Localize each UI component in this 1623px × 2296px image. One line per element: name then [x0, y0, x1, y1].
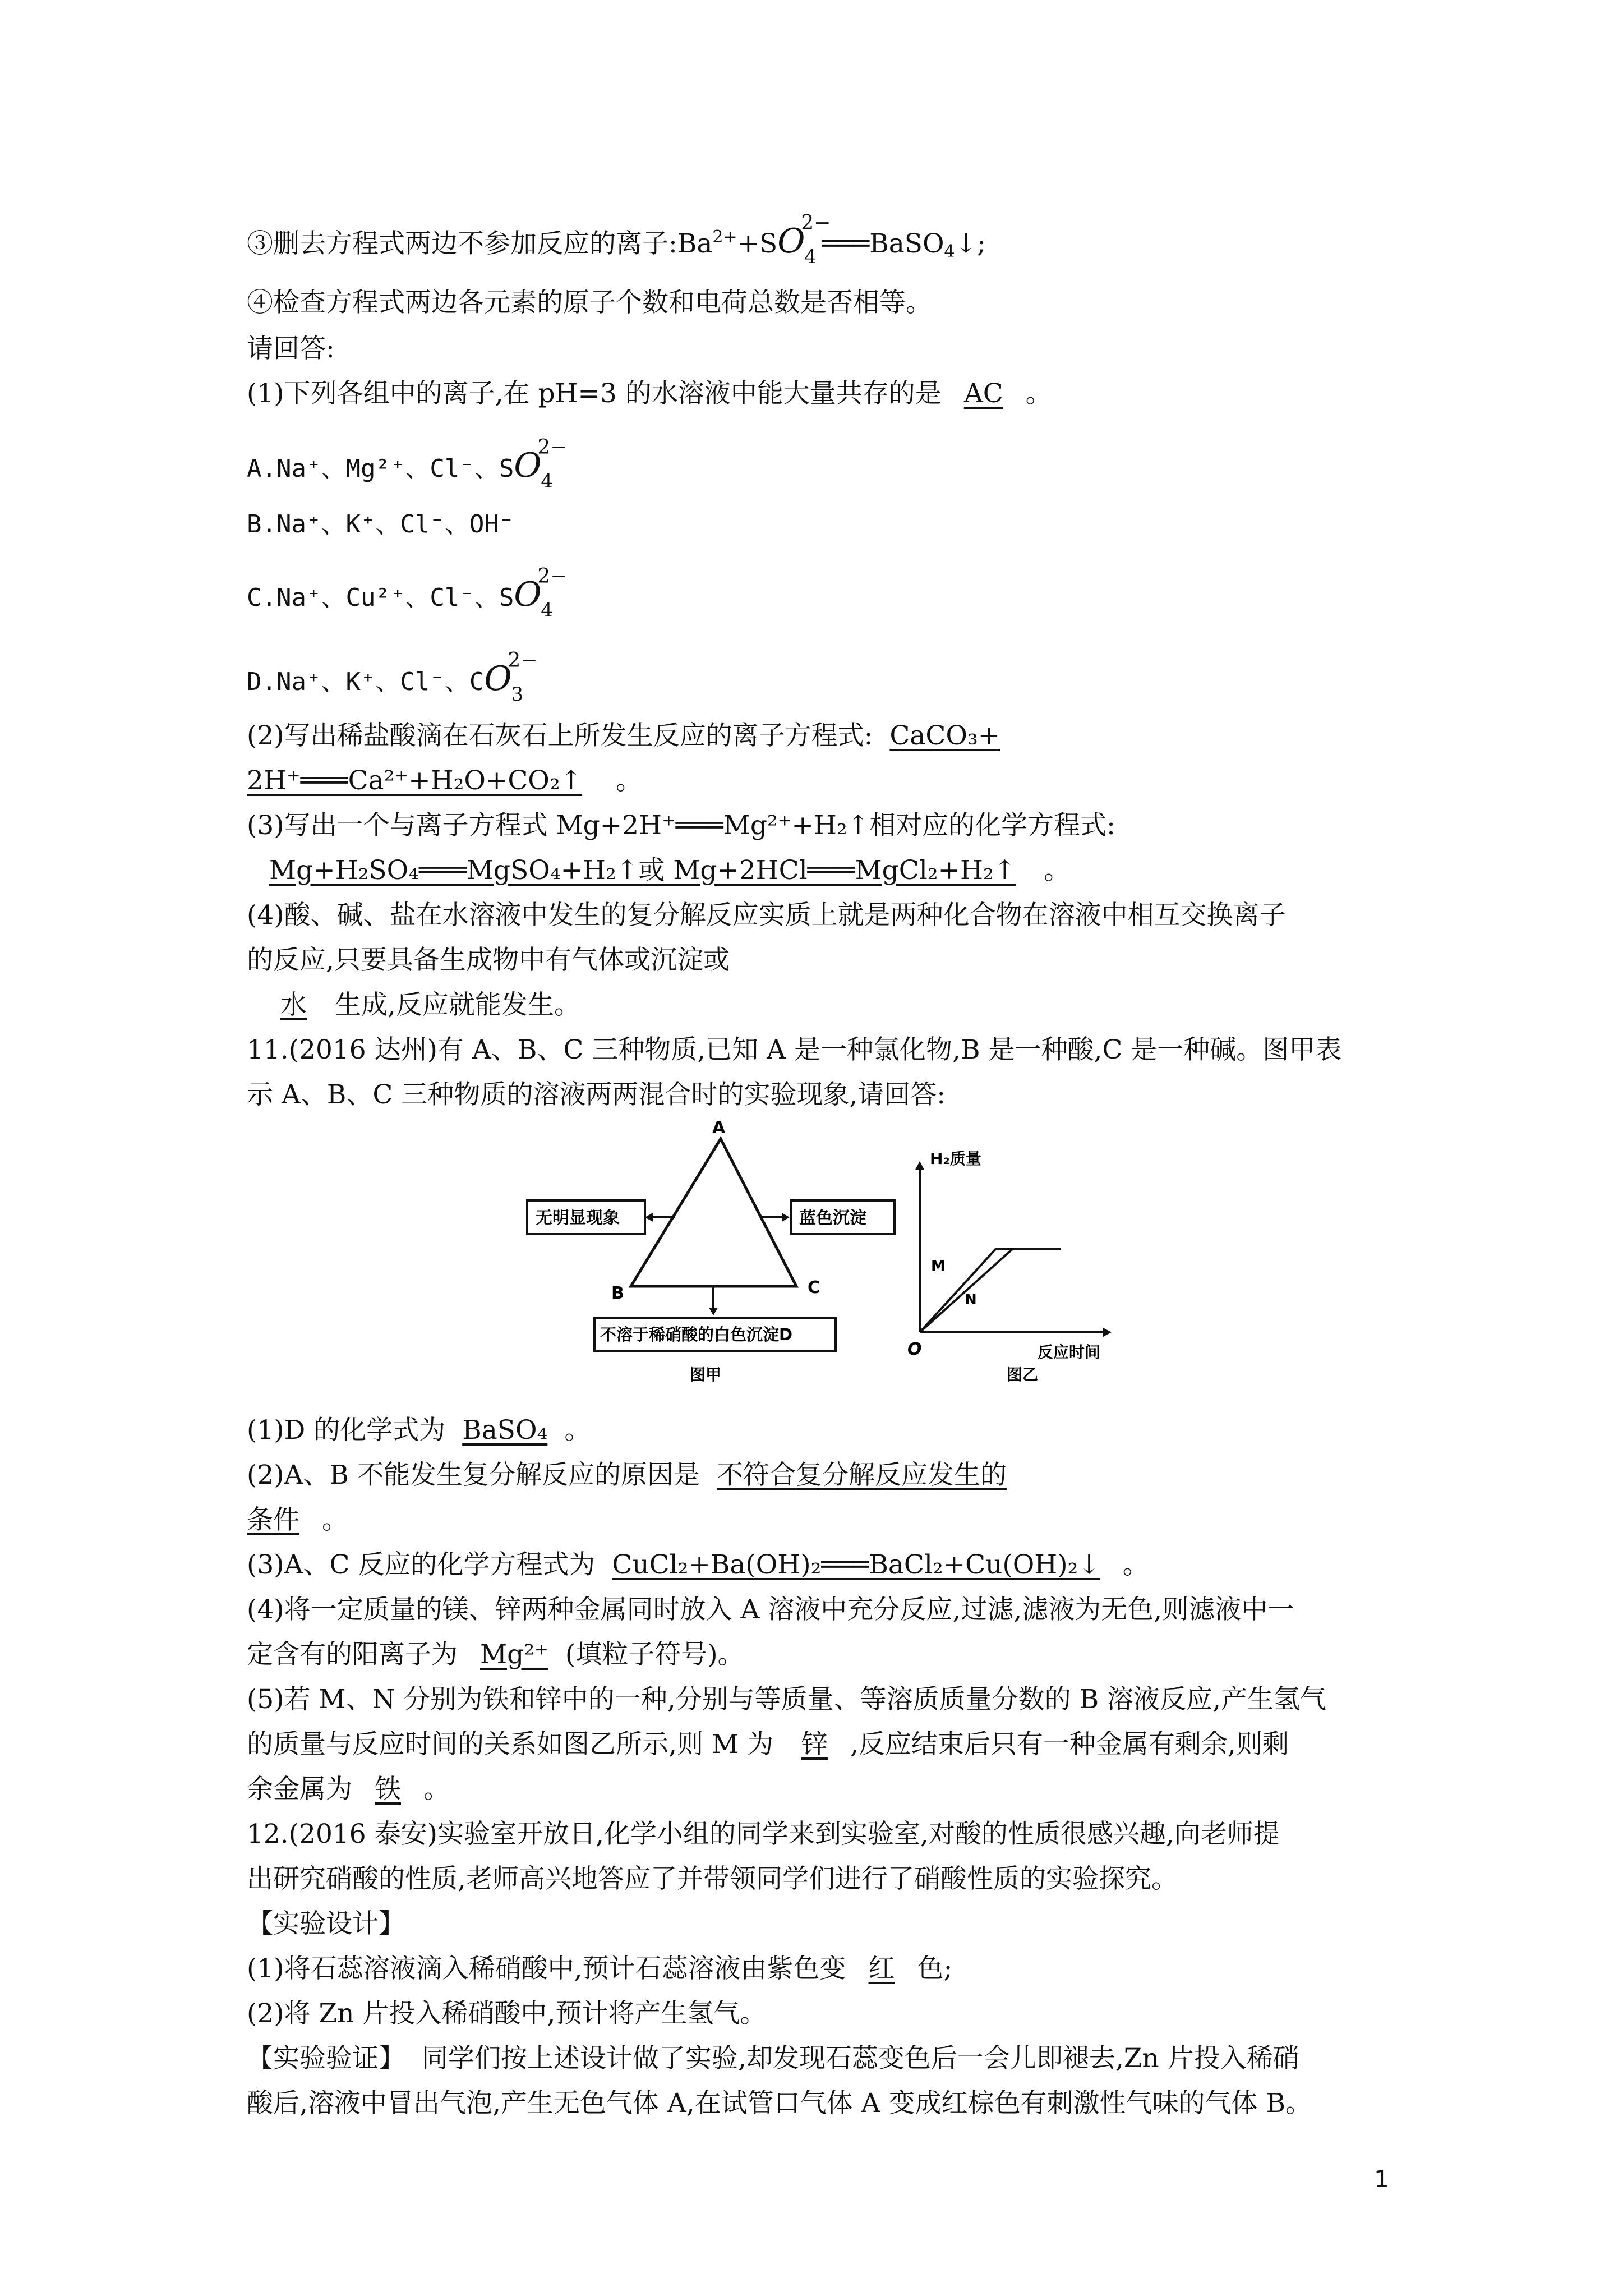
- question-3-answer: Mg+H₂SO₄═══MgSO₄+H₂↑或 Mg+2HCl═══MgCl₂+H₂↑: [269, 855, 1016, 886]
- option-b: [247, 508, 1396, 541]
- answer-2-line-2: [247, 1503, 1396, 1537]
- answer-3-text: (3)A、C 反应的化学方程式为: [247, 1549, 596, 1580]
- design-2-text: (2)将 Zn 片投入稀硝酸中,预计将产生氢气。: [247, 1998, 767, 2029]
- question-3-text: (3)写出一个与离子方程式 Mg+2H⁺═══Mg²⁺+H₂↑相对应的化学方程式:: [247, 810, 1115, 841]
- option-c-ion-sub: 4: [541, 599, 554, 622]
- ba-charge: 2+: [712, 227, 737, 247]
- problem-12-text-2: 出研究硝酸的性质,老师高兴地答应了并带领同学们进行了硝酸性质的实验探究。: [247, 1864, 1178, 1894]
- question-4-text-2: 的反应,只要具备生成物中有气体或沉淀或: [247, 945, 730, 976]
- ion-sub: 4: [804, 246, 817, 268]
- equals-sign: ═══: [822, 228, 870, 259]
- option-a-ion-charge: 2−: [537, 436, 568, 459]
- figure-jia: [505, 1108, 897, 1400]
- option-c-ion: [514, 565, 568, 622]
- problem-11-line: [247, 1033, 1396, 1067]
- design-1-answer: 红: [868, 1953, 895, 1984]
- step-3-line: [247, 211, 1396, 268]
- vertex-c: C: [808, 1278, 820, 1297]
- design-1-text: (1)将石蕊溶液滴入稀硝酸中,预计石蕊溶液由紫色变: [247, 1953, 846, 1984]
- question-1-text: (1)下列各组中的离子,在 pH=3 的水溶液中能大量共存的是: [247, 378, 942, 409]
- option-d-ion-charge: 2−: [508, 649, 538, 672]
- question-4-line-2: [247, 944, 1396, 977]
- question-2-text: (2)写出稀盐酸滴在石灰石上所发生反应的离子方程式:: [247, 720, 873, 751]
- answer-2-value-1: 不符合复分解反应发生的: [717, 1460, 1007, 1490]
- question-4-answer: 水: [280, 990, 307, 1020]
- figure-jia-caption: 图甲: [690, 1365, 722, 1384]
- answer-5-line-3: [247, 1773, 1396, 1806]
- y-axis-label: H₂质量: [930, 1149, 981, 1168]
- verify-line-2: [247, 2087, 1396, 2120]
- answer-4-text-1: (4)将一定质量的镁、锌两种金属同时放入 A 溶液中充分反应,过滤,滤液为无色,则滤液中一: [247, 1594, 1294, 1625]
- baso4: BaSO: [869, 228, 944, 259]
- question-4-text-3: 生成,反应就能发生。: [335, 990, 580, 1020]
- answer-5-line-2: [247, 1728, 1396, 1761]
- page-number: 1: [1374, 2165, 1389, 2193]
- option-d-ion: [484, 649, 538, 706]
- vertex-b: B: [611, 1283, 624, 1303]
- option-a-ion-sub: 4: [541, 470, 554, 493]
- answer-2-end: 。: [322, 1504, 348, 1535]
- figure-yi: [897, 1108, 1133, 1400]
- option-c-ion-o: O: [514, 575, 542, 614]
- answer-5-line: [247, 1683, 1396, 1717]
- y-axis-head: [915, 1161, 924, 1170]
- option-d-ion-o: O: [484, 659, 512, 698]
- problem-11-text-2: 示 A、B、C 三种物质的溶液两两混合时的实验现象,请回答:: [247, 1079, 946, 1110]
- baso4-sub: 4: [944, 242, 955, 261]
- option-c: [247, 565, 1396, 622]
- step-4-text: ④检查方程式两边各元素的原子个数和电荷总数是否相等。: [247, 287, 932, 318]
- answer-5-text-2: 的质量与反应时间的关系如图乙所示,则 M 为: [247, 1729, 773, 1760]
- box-white-precipitate-text: 不溶于稀硝酸的白色沉淀D: [600, 1325, 793, 1344]
- option-d-ion-sub: 3: [511, 683, 524, 706]
- question-4-line-3: [247, 988, 1396, 1022]
- answer-4-line-2: [247, 1638, 1396, 1672]
- design-title-line: [247, 1907, 1396, 1941]
- design-2-line: [247, 1997, 1396, 2031]
- option-a: [247, 436, 1396, 493]
- option-c-ion-charge: 2−: [537, 565, 568, 588]
- ion-charge: 2−: [801, 211, 831, 234]
- answer-3-line: [247, 1548, 1396, 1582]
- arrow-left-head: [645, 1213, 653, 1222]
- answer-1-end: 。: [564, 1415, 591, 1446]
- question-3-line: [247, 809, 1396, 843]
- triangle: [631, 1139, 796, 1286]
- option-c-text: C.Na⁺、Cu²⁺、Cl⁻、S: [247, 583, 514, 612]
- step-3-end: ↓;: [955, 228, 986, 259]
- option-a-ion-o: O: [514, 446, 542, 485]
- problem-12-line: [247, 1818, 1396, 1851]
- box-no-phenomenon-text: 无明显现象: [536, 1208, 620, 1228]
- answer-5-text-1: (5)若 M、N 分别为铁和锌中的一种,分别与等质量、等溶质质量分数的 B 溶液反应,产生氢气: [247, 1684, 1327, 1715]
- question-4-text-1: (4)酸、碱、盐在水溶液中发生的复分解反应实质上就是两种化合物在溶液中相互交换离子: [247, 900, 1286, 931]
- answer-2-value-2: 条件: [247, 1504, 299, 1535]
- verify-line: [247, 2042, 1396, 2076]
- answer-1-text: (1)D 的化学式为: [247, 1415, 446, 1446]
- problem-11-line-2: [247, 1078, 1396, 1112]
- answer-5-text-3: ,反应结束后只有一种金属有剩余,则剩: [850, 1729, 1289, 1760]
- option-a-text: A.Na⁺、Mg²⁺、Cl⁻、S: [247, 454, 514, 483]
- curve-m-label: M: [931, 1258, 946, 1274]
- question-4-line: [247, 899, 1396, 932]
- question-1-line: [247, 377, 1396, 411]
- problem-12-line-2: [247, 1862, 1396, 1896]
- answer-5-value-1: 锌: [801, 1729, 828, 1760]
- option-a-ion: [514, 436, 568, 493]
- answer-3-end: 。: [1122, 1549, 1149, 1580]
- verify-title: 【实验验证】: [247, 2043, 405, 2074]
- answer-5-value-2: 铁: [375, 1774, 401, 1805]
- prompt-text: 请回答:: [247, 333, 335, 364]
- x-axis-label: 反应时间: [1038, 1343, 1101, 1361]
- verify-text-1: 同学们按上述设计做了实验,却发现石蕊变色后一会儿即褪去,Zn 片投入稀硝: [421, 2043, 1299, 2074]
- question-1-answer: AC: [963, 378, 1003, 409]
- ion-o: O: [777, 222, 805, 261]
- answer-4-text-2: 定含有的阳离子为: [247, 1639, 458, 1670]
- answer-4-end: (填粒子符号)。: [565, 1639, 744, 1670]
- answer-1-line: [247, 1414, 1396, 1447]
- design-1-line: [247, 1952, 1396, 1986]
- origin-label: O: [907, 1340, 922, 1359]
- design-title: 【实验设计】: [247, 1908, 405, 1939]
- question-3-line-2: [247, 854, 1396, 887]
- option-d-text: D.Na⁺、K⁺、Cl⁻、C: [247, 668, 485, 696]
- question-2-answer-1: CaCO₃+: [889, 720, 1000, 751]
- answer-5-end: 。: [423, 1774, 450, 1805]
- answer-2-line: [247, 1458, 1396, 1492]
- box-blue-precipitate-text: 蓝色沉淀: [799, 1208, 866, 1228]
- verify-text-2: 酸后,溶液中冒出气泡,产生无色气体 A,在试管口气体 A 变成红棕色有刺激性气味的气体 B。: [247, 2088, 1312, 2119]
- question-2-answer-2: 2H⁺═══Ca²⁺+H₂O+CO₂↑: [247, 765, 583, 796]
- figure-yi-caption: 图乙: [1007, 1365, 1039, 1384]
- answer-4-value: Mg²⁺: [480, 1639, 548, 1670]
- option-b-text: B.Na⁺、K⁺、Cl⁻、OH⁻: [247, 510, 514, 539]
- question-2-line-2: [247, 764, 1396, 798]
- prompt-line: [247, 332, 1396, 366]
- arrow-right-head: [782, 1213, 790, 1222]
- x-axis-head: [1103, 1328, 1112, 1337]
- answer-4-line: [247, 1593, 1396, 1627]
- question-2-line: [247, 719, 1396, 753]
- sulfate-ion: [777, 211, 831, 268]
- step-4-line: [247, 286, 1396, 320]
- design-1-end: 色;: [917, 1953, 953, 1984]
- option-d: [247, 649, 1396, 706]
- question-3-end: 。: [1044, 855, 1071, 886]
- answer-1-value: BaSO₄: [462, 1415, 548, 1446]
- curve-n-label: N: [965, 1291, 977, 1308]
- answer-3-value: CuCl₂+Ba(OH)₂═══BaCl₂+Cu(OH)₂↓: [612, 1549, 1100, 1580]
- problem-11-text-1: 11.(2016 达州)有 A、B、C 三种物质,已知 A 是一种氯化物,B 是一种酸,C 是一种碱。图甲表: [247, 1034, 1342, 1065]
- arrow-down-head: [709, 1308, 718, 1315]
- plus-s: +S: [737, 228, 778, 259]
- question-1-end: 。: [1025, 378, 1052, 409]
- answer-5-text-4: 余金属为: [247, 1774, 352, 1805]
- step-3-text: ③删去方程式两边不参加反应的离子:Ba: [247, 228, 713, 259]
- question-2-end: 。: [616, 765, 643, 796]
- problem-12-text-1: 12.(2016 泰安)实验室开放日,化学小组的同学来到实验室,对酸的性质很感兴趣,向老师提: [247, 1819, 1280, 1849]
- answer-2-text: (2)A、B 不能发生复分解反应的原因是: [247, 1460, 700, 1490]
- vertex-a: A: [712, 1118, 726, 1138]
